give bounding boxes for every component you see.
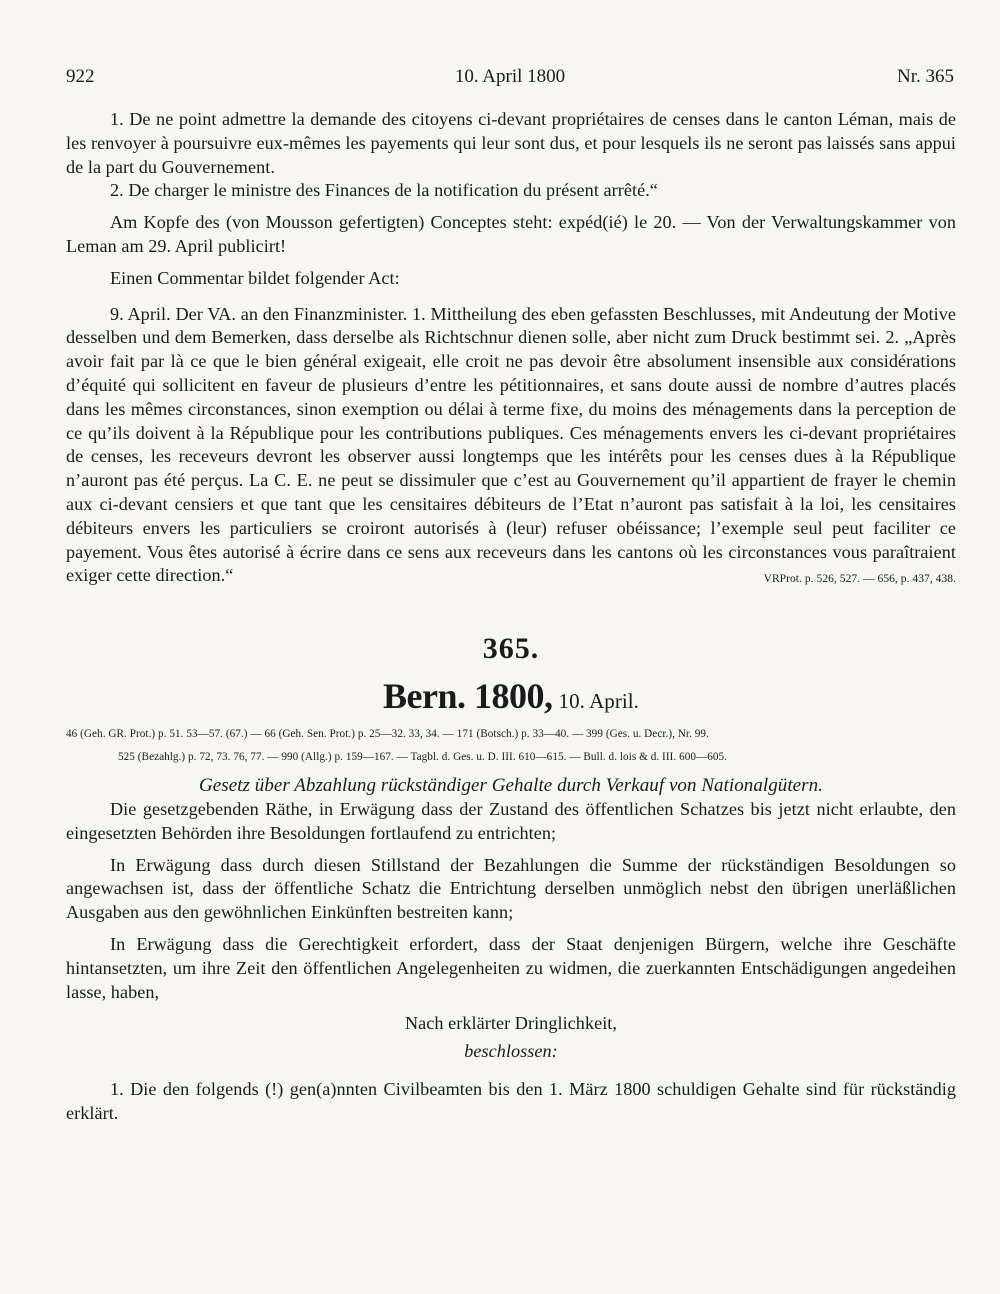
comment-intro: Einen Commentar bildet folgender Act: xyxy=(110,267,400,288)
recital-3: In Erwägung dass die Gerechtigkeit erfordert, dass der Staat denjenigen Bürgern, welche ihre Geschäfte hintansetzten, um ihre Zeit den öffentlichen Angelegenheiten zu widmen, die zuerkannten Entschädigungen angedeihen lasse, haben, xyxy=(66,933,956,1002)
recital-1: Die gesetzgebenden Räthe, in Erwägung dass der Zustand des öffentlichen Schatzes bis jetzt nicht erlaubte, den eingesetzten Behörden ihre Besoldungen fortlaufend zu entrichten; xyxy=(66,798,956,843)
source-references-line-1: 46 (Geh. GR. Prot.) p. 51. 53—57. (67.) — 66 (Geh. Sen. Prot.) p. 25—32. 33, 34. — 171 (Botsch.) p. 33—40. — 399 (Ges. u. Decr.), Nr. 99. xyxy=(66,728,709,741)
article-1: 1. Die den folgends (!) gen(a)nnten Civilbeamten bis den 1. März 1800 schuldigen Gehalte sind für rückständig erklärt. xyxy=(66,1078,956,1123)
editorial-note: Am Kopfe des (von Mousson gefertigten) Conceptes steht: expéd(ié) le 20. — Von der Verwaltungskammer von Leman am 29. April publicirt! xyxy=(66,212,956,256)
source-references-line-2: 525 (Bezahlg.) p. 72, 73. 76, 77. — 990 (Allg.) p. 159—167. — Tagbl. d. Ges. u. D. III. 610—615. — Bull. d. lois & d. III. 600—605. xyxy=(118,751,728,764)
law-title: Gesetz über Abzahlung rückständiger Gehalte durch Verkauf von Nationalgütern. xyxy=(199,775,823,797)
running-header xyxy=(66,66,954,96)
urgency-clause: Nach erklärter Dringlichkeit, xyxy=(404,1013,618,1034)
document-number: 365. xyxy=(482,632,540,666)
place-date-line xyxy=(66,676,956,722)
recital-2: In Erwägung dass durch diesen Stillstand der Bezahlungen die Summe der rückständigen Besoldungen so angewachsen ist, dass der öffentliche Schatz die Entrichtung derselben unmöglich nebst den übrigen unerläßlichen Ausgaben aus den gewöhnlichen Einkünften bestreiten kann; xyxy=(66,854,956,923)
comment-text xyxy=(66,303,956,589)
header-doc-number: Nr. 365 xyxy=(897,66,954,87)
page-body xyxy=(66,108,956,1126)
resolution-point-1: 1. De ne point admettre la demande des citoyens ci-devant propriétaires de censes dans le canton Léman, mais de les renvoyer à poursuivre eux-mêmes les payements qui leur sont dus, et pour lesquels ils ne seront pas laissés sans appui de la part du Gouvernement. xyxy=(66,109,956,177)
comment-body: 9. April. Der VA. an den Finanzminister. 1. Mittheilung des eben gefassten Beschlusses, mit Andeutung der Motive desselben und dem Bemerken, dass derselbe als Richtschnur dienen solle, aber nicht zum Druck bestimmt sei. 2. „Après avoir fait par là ce que le bien général exigeait, elle croit ne pas devoir être absolument insensible aux considérations d’équité qui sollicitent en faveur de plusieurs d’entre les pétitionnaires, et sans doute aussi de nombre d’autres placés dans les mêmes circonstances, sinon exemption ou délai à terme fixe, du moins des ménagements dans la perception de ce qu’ils doivent à la République pour les contributions publiques. Ces ménagements envers les ci-devant propriétaires de censes, les receveurs devront les observer aussi longtemps que les intérêts pour les censes dues à la République n’auront pas été perçus. La C. E. ne peut se dissimuler que c’est au Gouvernement qu’il appartient de frayer le chemin aux ci-devant censiers et que tant que les censitaires débiteurs de l’Etat n’auront pas satisfait à la loi, les censitaires débiteurs envers les particuliers se croiront autorisés à (leur) refuser obéissance; l’exemple seul peut faciliter ce payement. Vous êtes autorisé à écrire dans ce sens aux receveurs dans les cantons où les circonstances vous paraîtraient exiger cette direction.“ xyxy=(66,303,956,586)
protocol-reference: VRProt. p. 526, 527. — 656, p. 437, 438. xyxy=(763,573,956,586)
resolution-point-2: 2. De charger le ministre des Finances de la notification du présent arrêté.“ xyxy=(110,180,658,201)
header-date: 10. April 1800 xyxy=(454,66,566,87)
page-number: 922 xyxy=(66,66,95,87)
resolved-clause: beschlossen: xyxy=(464,1041,558,1062)
document-date: 10. April. xyxy=(558,689,639,714)
document-place-year: Bern. 1800, xyxy=(383,676,553,717)
